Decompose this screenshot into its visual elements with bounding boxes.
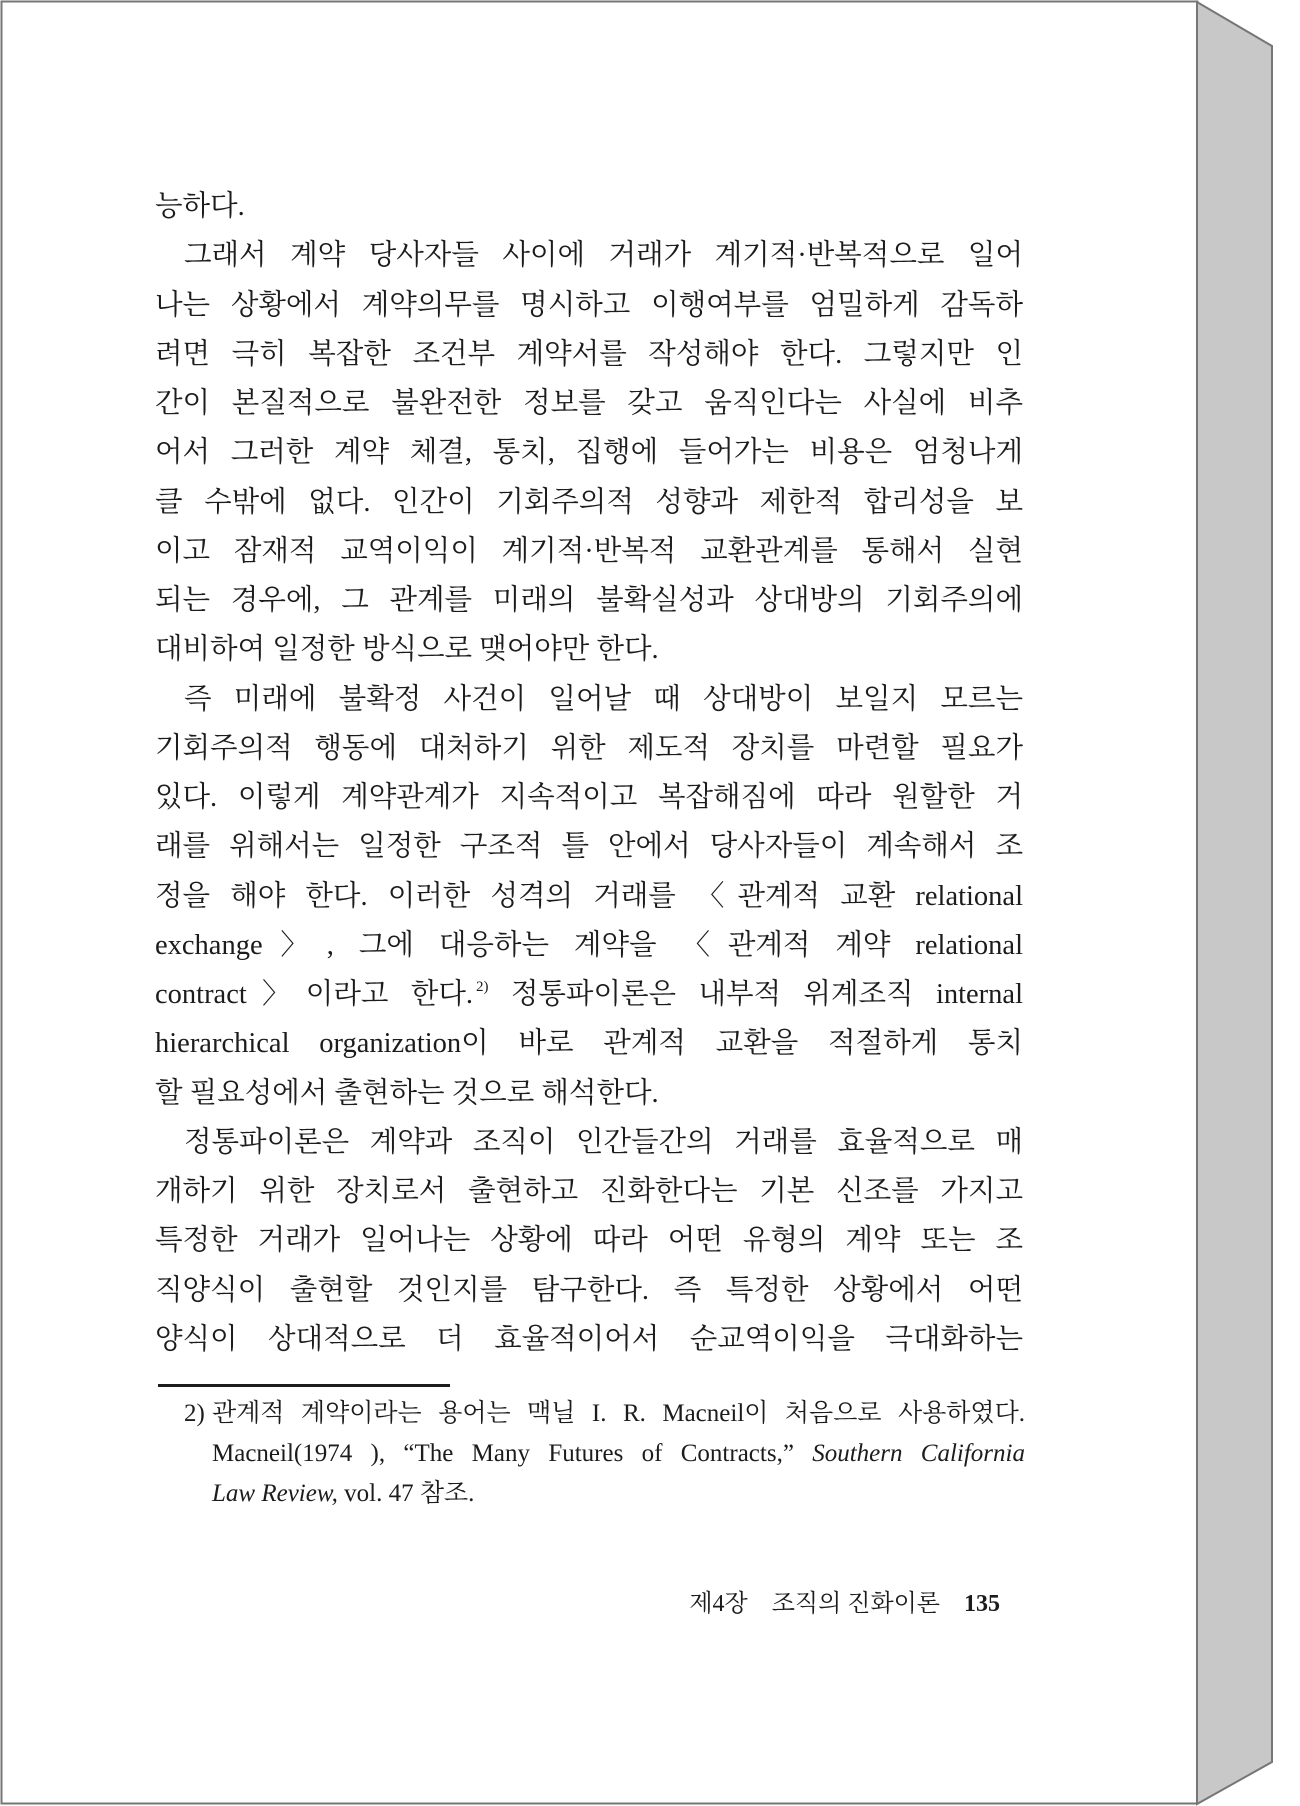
footnote-marker: 2)	[184, 1400, 205, 1427]
paragraph	[155, 182, 1023, 231]
page-number: 135	[964, 1591, 1000, 1617]
footnote-text: Macneil(1974 ), “The Many Futures of Contracts,”	[212, 1440, 813, 1467]
body-line: 이고 잠재적 교역이익이 계기적·반복적 교환관계를 통해서 실현	[155, 535, 1023, 567]
body-line: exchange〉, 그에 대응하는 계약을 〈관계적 계약 relational	[155, 929, 1023, 961]
footnote-text: vol. 47 참조.	[337, 1480, 475, 1507]
body-line-segment: contract〉이라고 한다.	[155, 979, 473, 1010]
body-line: 나는 상황에서 계약의무를 명시하고 이행여부를 엄밀하게 감독하	[155, 289, 1023, 321]
body-line: 양식이 상대적으로 더 효율적이어서 순교역이익을 극대화하는	[155, 1323, 1023, 1355]
paragraph	[155, 675, 1023, 1118]
body-line	[155, 970, 1023, 1019]
body-line: 려면 극히 복잡한 조건부 계약서를 작성해야 한다. 그렇지만 인	[155, 338, 1023, 370]
chapter-title: 조직의 진화이론	[771, 1591, 940, 1617]
body-line: 래를 위해서는 일정한 구조적 틀 안에서 당사자들이 계속해서 조	[155, 831, 1023, 863]
body-line: 어서 그러한 계약 체결, 통치, 집행에 들어가는 비용은 엄청나게	[155, 437, 1023, 469]
footnote-journal-title: Southern California	[812, 1440, 1025, 1467]
footnote-reference: 2)	[475, 979, 489, 995]
body-line: 즉 미래에 불확정 사건이 일어날 때 상대방이 보일지 모르는	[184, 683, 1023, 715]
footnote-rule	[158, 1384, 450, 1387]
body-line: 개하기 위한 장치로서 출현하고 진화한다는 기본 신조를 가지고	[155, 1176, 1023, 1207]
body-line: hierarchical organization이 바로 관계적 교환을 적절하게 통치	[155, 1028, 1023, 1060]
footnote-text: 관계적 계약이라는 용어는 맥닐 I. R. Macneil이 처음으로 사용하였다.	[212, 1400, 1025, 1427]
body-text	[155, 182, 1023, 1364]
body-line: 그래서 계약 당사자들 사이에 거래가 계기적·반복적으로 일어	[184, 240, 1023, 272]
paragraph	[155, 231, 1023, 674]
body-line: 정통파이론은 계약과 조직이 인간들간의 거래를 효율적으로 매	[184, 1126, 1023, 1158]
body-line: 되는 경우에, 그 관계를 미래의 불확실성과 상대방의 기회주의에	[155, 585, 1023, 616]
footnote-journal-title: Law Review,	[212, 1480, 338, 1507]
footnote	[184, 1394, 1025, 1514]
running-footer	[689, 1588, 1000, 1620]
body-line: 할 필요성에서 출현하는 것으로 해석한다.	[155, 1077, 659, 1109]
footnote-line	[184, 1434, 1025, 1474]
footnote-line	[184, 1394, 1025, 1434]
body-line: 대비하여 일정한 방식으로 맺어야만 한다.	[155, 634, 659, 666]
body-line: 간이 본질적으로 불완전한 정보를 갖고 움직인다는 사실에 비추	[155, 388, 1023, 419]
body-line-segment: 정통파이론은 내부적 위계조직 internal	[488, 979, 1023, 1010]
paragraph	[155, 1118, 1023, 1364]
book-spine	[1197, 2, 1272, 1804]
body-line: 특정한 거래가 일어나는 상황에 따라 어떤 유형의 계약 또는 조	[155, 1225, 1023, 1257]
chapter-label: 제4장	[689, 1591, 748, 1617]
body-line: 기회주의적 행동에 대처하기 위한 제도적 장치를 마련할 필요가	[155, 732, 1023, 764]
footnote-line	[184, 1474, 1025, 1514]
body-line: 능하다.	[155, 191, 245, 222]
body-line: 정을 해야 한다. 이러한 성격의 거래를 〈관계적 교환 relational	[155, 880, 1023, 912]
body-line: 있다. 이렇게 계약관계가 지속적이고 복잡해짐에 따라 원할한 거	[155, 782, 1023, 813]
body-line: 직양식이 출현할 것인지를 탐구한다. 즉 특정한 상황에서 어떤	[155, 1274, 1023, 1306]
body-line: 클 수밖에 없다. 인간이 기회주의적 성향과 제한적 합리성을 보	[155, 486, 1023, 518]
